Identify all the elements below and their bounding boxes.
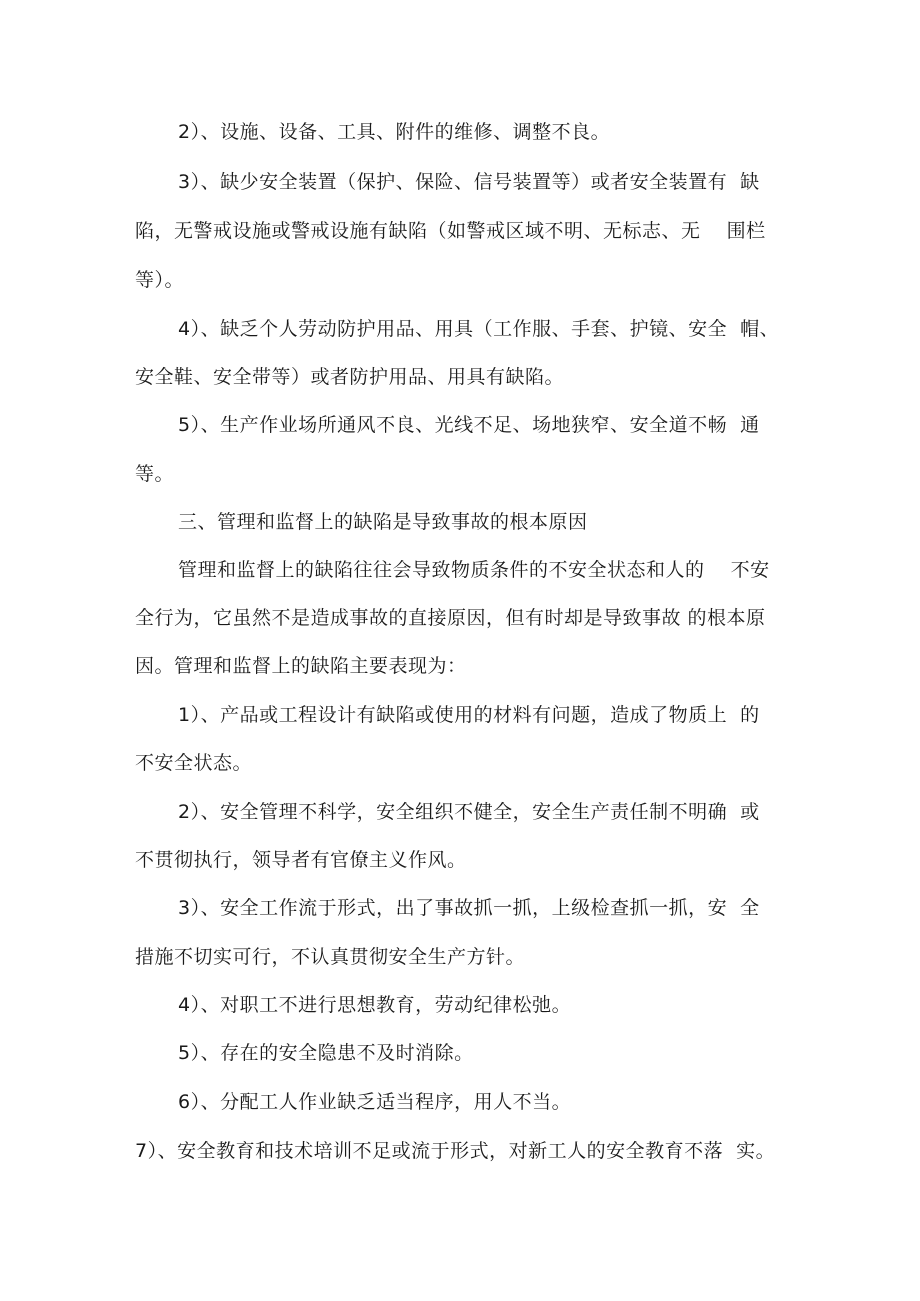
text-line: 4）、缺乏个人劳动防护用品、用具（工作服、手套、护镜、安全 帽、 bbox=[178, 318, 780, 340]
text-line: 3）、缺少安全装置（保护、保险、信号装置等）或者安全装置有 缺 bbox=[178, 171, 760, 193]
text-line: 7）、安全教育和技术培训不足或流于形式，对新工人的安全教育不落 实。 bbox=[135, 1140, 776, 1162]
text-line: 不贯彻执行，领导者有官僚主义作风。 bbox=[135, 849, 467, 871]
text-line: 6）、分配工人作业缺乏适当程序，用人不当。 bbox=[178, 1091, 572, 1113]
text-line: 等）。 bbox=[135, 269, 185, 291]
text-line: 5）、存在的安全隐患不及时消除。 bbox=[178, 1042, 474, 1064]
text-line: 4）、对职工不进行思想教育，劳动纪律松弛。 bbox=[178, 994, 572, 1016]
text-line: 陷，无警戒设施或警戒设施有缺陷（如警戒区域不明、无标志、无 围栏 bbox=[135, 220, 766, 242]
text-line: 安全鞋、安全带等）或者防护用品、用具有缺陷。 bbox=[135, 366, 565, 388]
text-line: 措施不切实可行，不认真贯彻安全生产方针。 bbox=[135, 946, 526, 968]
text-line: 等。 bbox=[135, 463, 175, 485]
text-line: 管理和监督上的缺陷往往会导致物质条件的不安全状态和人的 不安 bbox=[178, 559, 770, 581]
text-line: 5）、生产作业场所通风不良、光线不足、场地狭窄、安全道不畅 通 bbox=[178, 414, 760, 436]
text-line: 2）、设施、设备、工具、附件的维修、调整不良。 bbox=[178, 121, 611, 143]
text-line: 3）、安全工作流于形式，出了事故抓一抓，上级检查抓一抓，安 全 bbox=[178, 897, 760, 919]
text-line: 全行为，它虽然不是造成事故的直接原因，但有时却是导致事故 的根本原 bbox=[135, 607, 766, 629]
text-line: 1）、产品或工程设计有缺陷或使用的材料有问题，造成了物质上 的 bbox=[178, 704, 760, 726]
text-line: 2）、安全管理不科学，安全组织不健全，安全生产责任制不明确 或 bbox=[178, 801, 760, 823]
text-line: 不安全状态。 bbox=[135, 752, 253, 774]
section-heading: 三、管理和监督上的缺陷是导致事故的根本原因 bbox=[178, 511, 588, 533]
text-line: 因。管理和监督上的缺陷主要表现为： bbox=[135, 655, 467, 677]
